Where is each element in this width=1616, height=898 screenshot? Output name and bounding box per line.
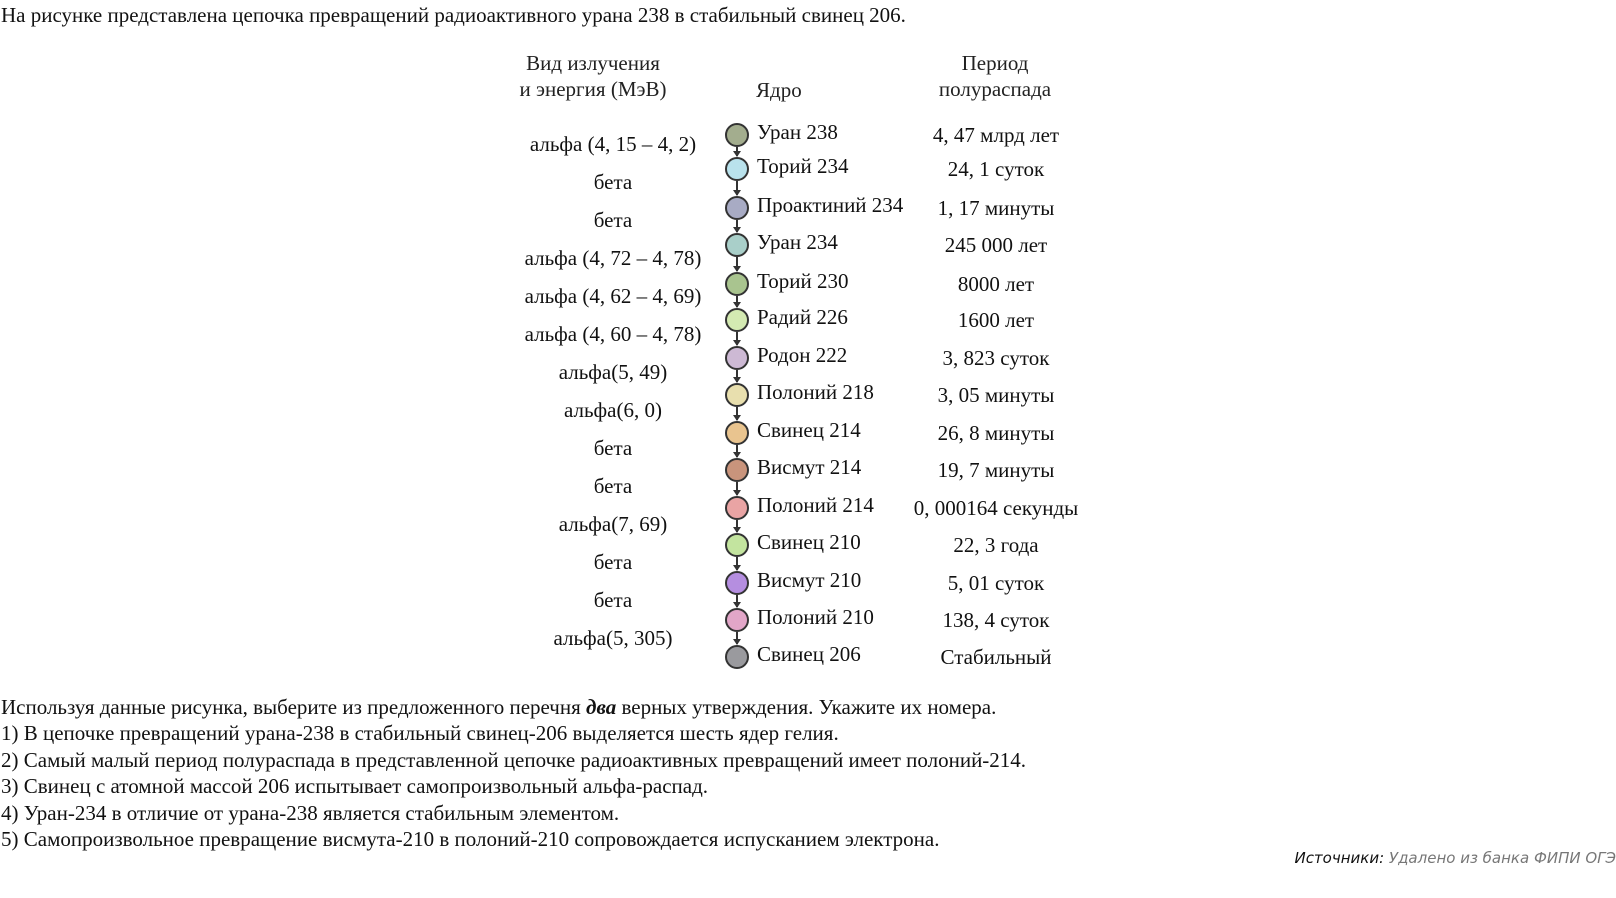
decay-arrow bbox=[736, 220, 738, 232]
radiation-label: альфа (4, 72 – 4, 78) bbox=[524, 246, 702, 270]
nucleus-dot bbox=[725, 383, 749, 407]
prompt-before: Используя данные рисунка, выберите из предложенного перечня bbox=[1, 695, 587, 719]
nucleus-name: Уран 234 bbox=[757, 230, 838, 254]
period-header-line2: полураспада bbox=[938, 77, 1052, 101]
nucleus-dot bbox=[725, 157, 749, 181]
radiation-label: бета bbox=[593, 474, 633, 498]
radiation-label: альфа(5, 49) bbox=[558, 360, 668, 384]
source-label: Источники: bbox=[1294, 849, 1385, 867]
radiation-label: бета bbox=[593, 436, 633, 460]
half-life: 26, 8 минуты bbox=[937, 421, 1055, 445]
half-life: 8000 лет bbox=[957, 272, 1035, 296]
nucleus-dot bbox=[725, 233, 749, 257]
decay-arrow bbox=[736, 482, 738, 495]
intro-text: На рисунке представлена цепочка превращений радиоактивного урана 238 в стабильный свинец 206. bbox=[1, 3, 906, 27]
nucleus-name: Уран 238 bbox=[757, 120, 838, 144]
decay-arrow bbox=[736, 595, 738, 607]
decay-arrow bbox=[736, 147, 738, 156]
decay-arrow bbox=[736, 296, 738, 307]
nucleus-name: Радий 226 bbox=[757, 305, 848, 329]
half-life: 5, 01 суток bbox=[947, 571, 1045, 595]
decay-arrow bbox=[736, 557, 738, 570]
nucleus-dot bbox=[725, 421, 749, 445]
radiation-label: альфа(5, 305) bbox=[553, 626, 673, 650]
nucleus-dot bbox=[725, 196, 749, 220]
nucleus-dot bbox=[725, 496, 749, 520]
radiation-label: альфа (4, 62 – 4, 69) bbox=[524, 284, 702, 308]
nucleus-name: Свинец 214 bbox=[757, 418, 861, 442]
half-life: 19, 7 минуты bbox=[937, 458, 1055, 482]
half-life: 24, 1 суток bbox=[947, 157, 1045, 181]
decay-arrow bbox=[736, 181, 738, 195]
nucleus-name: Висмут 214 bbox=[757, 455, 862, 479]
decay-arrow bbox=[736, 370, 738, 382]
decay-arrow bbox=[736, 332, 738, 345]
radiation-label: бета bbox=[593, 588, 633, 612]
nucleus-name: Полоний 218 bbox=[757, 380, 874, 404]
radiation-label: альфа (4, 60 – 4, 78) bbox=[524, 322, 702, 346]
half-life: 1, 17 минуты bbox=[937, 196, 1055, 220]
period-header bbox=[895, 50, 1095, 102]
decay-arrow bbox=[736, 257, 738, 271]
nucleus-dot bbox=[725, 308, 749, 332]
nucleus-name: Свинец 206 bbox=[757, 642, 861, 666]
half-life: 3, 823 суток bbox=[942, 346, 1050, 370]
half-life: 245 000 лет bbox=[944, 233, 1048, 257]
option-2: 2) Самый малый период полураспада в представленной цепочке радиоактивных превращений имеет полоний-214. bbox=[1, 748, 1027, 772]
nucleus-name: Полоний 210 bbox=[757, 605, 874, 629]
nucleus-name: Висмут 210 bbox=[757, 568, 862, 592]
half-life: 0, 000164 секунды bbox=[913, 496, 1079, 520]
half-life: 4, 47 млрд лет bbox=[932, 123, 1060, 147]
nucleus-dot bbox=[725, 458, 749, 482]
decay-arrow bbox=[736, 632, 738, 644]
nucleus-dot bbox=[725, 272, 749, 296]
half-life: 22, 3 года bbox=[953, 533, 1039, 557]
radiation-label: бета bbox=[593, 550, 633, 574]
question-prompt bbox=[1, 694, 996, 720]
radiation-label: бета bbox=[593, 208, 633, 232]
radiation-label: альфа (4, 15 – 4, 2) bbox=[529, 132, 697, 156]
radiation-label: альфа(6, 0) bbox=[564, 398, 662, 422]
source-line bbox=[1294, 848, 1616, 868]
nucleus-dot bbox=[725, 346, 749, 370]
prompt-after: верных утверждения. Укажите их номера. bbox=[616, 695, 997, 719]
nucleus-name: Торий 230 bbox=[757, 269, 849, 293]
half-life: 3, 05 минуты bbox=[937, 383, 1055, 407]
half-life: 138, 4 суток bbox=[942, 608, 1050, 632]
nucleus-name: Торий 234 bbox=[757, 154, 849, 178]
half-life: 1600 лет bbox=[957, 308, 1035, 332]
option-3: 3) Свинец с атомной массой 206 испытывает самопроизвольный альфа-распад. bbox=[1, 774, 709, 798]
decay-arrow bbox=[736, 445, 738, 457]
nucleus-name: Проактиний 234 bbox=[757, 193, 904, 217]
nucleus-dot bbox=[725, 571, 749, 595]
decay-arrow bbox=[736, 520, 738, 532]
prompt-emphasis: два bbox=[586, 695, 617, 719]
option-5: 5) Самопроизвольное превращение висмута-210 в полоний-210 сопровождается испусканием электрона. bbox=[1, 827, 940, 851]
nucleus-dot bbox=[725, 608, 749, 632]
radiation-label: бета bbox=[593, 170, 633, 194]
nucleus-dot bbox=[725, 533, 749, 557]
option-4: 4) Уран-234 в отличие от урана-238 является стабильным элементом. bbox=[1, 801, 620, 825]
half-life: Стабильный bbox=[940, 645, 1052, 669]
nucleus-dot bbox=[725, 645, 749, 669]
nucleus-dot bbox=[725, 123, 749, 147]
radiation-header-line2: и энергия (МэВ) bbox=[519, 77, 667, 101]
nucleus-name: Родон 222 bbox=[757, 343, 848, 367]
option-1: 1) В цепочке превращений урана-238 в стабильный свинец-206 выделяется шесть ядер гелия. bbox=[1, 721, 839, 745]
period-header-line1: Период bbox=[961, 51, 1029, 75]
nucleus-name: Полоний 214 bbox=[757, 493, 874, 517]
radiation-header-line1: Вид излучения bbox=[526, 51, 660, 75]
radiation-label: альфа(7, 69) bbox=[558, 512, 668, 536]
source-value: Удалено из банка ФИПИ ОГЭ bbox=[1388, 849, 1616, 867]
radiation-header bbox=[483, 50, 703, 102]
nucleus-header: Ядро bbox=[756, 78, 802, 102]
decay-arrow bbox=[736, 407, 738, 420]
nucleus-name: Свинец 210 bbox=[757, 530, 861, 554]
